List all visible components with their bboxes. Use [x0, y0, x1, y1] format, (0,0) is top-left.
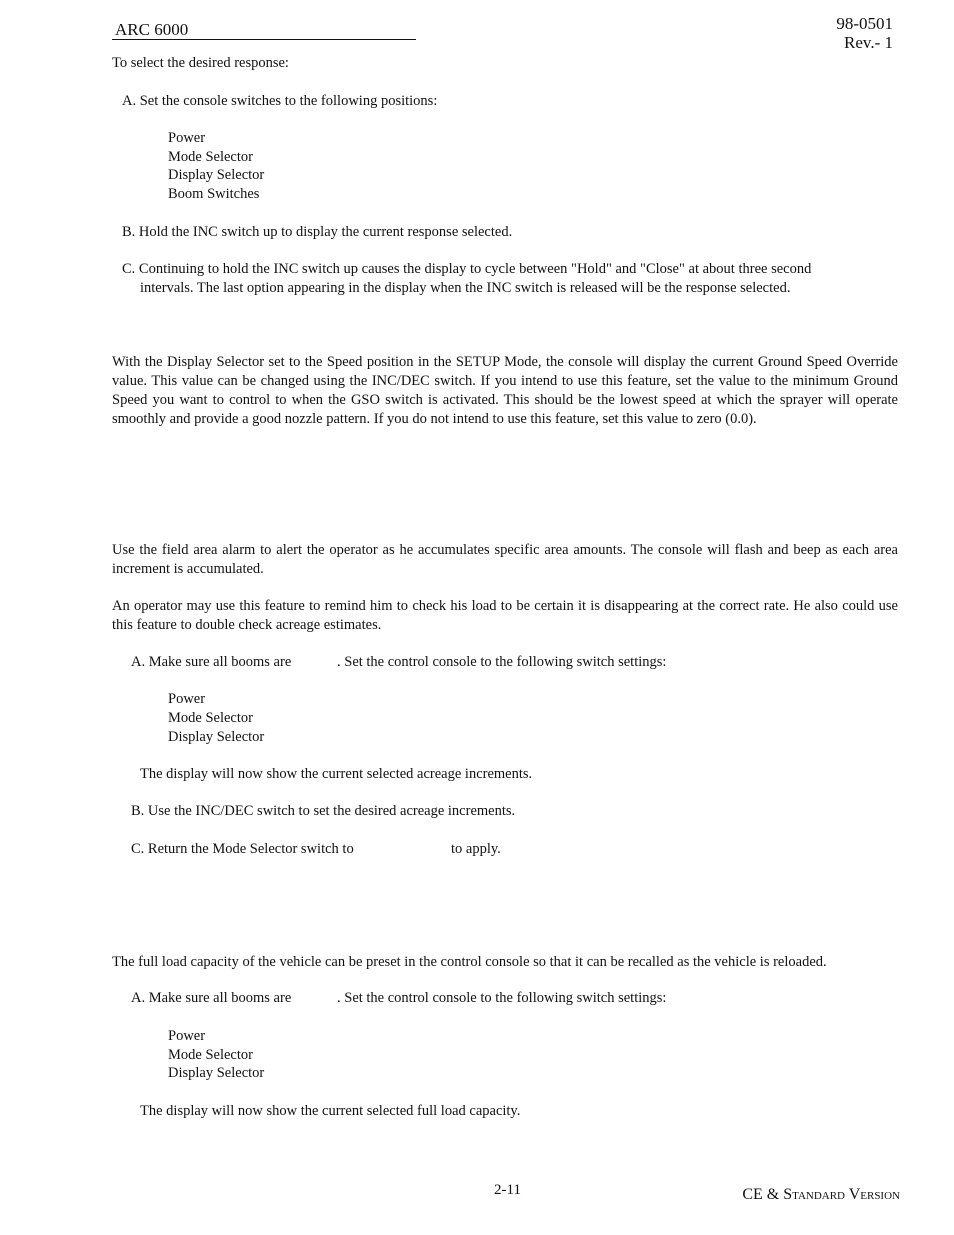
response-step-c-line1: C. Continuing to hold the INC switch up causes the display to cycle between "Hold" and "Close" at about three second	[122, 261, 812, 277]
response-step-c-line2: intervals. The last option appearing in the display when the INC switch is released will be the response selected.	[140, 280, 791, 296]
full-load-display-note: The display will now show the current selected full load capacity.	[140, 1103, 521, 1119]
switch-item: Power	[168, 691, 206, 707]
switch-item: Mode Selector	[168, 710, 253, 726]
switch-item: Power	[168, 130, 206, 146]
switch-item: Mode Selector	[168, 149, 253, 165]
area-alarm-step-a-suffix: . Set the control console to the following switch settings:	[337, 654, 667, 670]
full-load-paragraph: The full load capacity of the vehicle can be preset in the control console so that it can be recalled as the vehicle is reloaded.	[112, 954, 827, 970]
switch-item: Display Selector	[168, 729, 265, 745]
switch-item: Display Selector	[168, 1065, 265, 1081]
switch-item: Mode Selector	[168, 1047, 253, 1063]
response-step-a: A. Set the console switches to the following positions:	[122, 93, 438, 109]
area-alarm-step-c-prefix: C. Return the Mode Selector switch to	[131, 841, 354, 857]
area-alarm-paragraph-2: An operator may use this feature to remind him to check his load to be certain it is disappearing at the correct rate. He also could use this feature to double check acreage estimates.	[112, 598, 898, 633]
switch-item: Display Selector	[168, 167, 265, 183]
switch-item: Power	[168, 1028, 206, 1044]
version-label: CE & Standard Version	[742, 1186, 900, 1203]
document-title: ARC 6000	[112, 20, 416, 40]
area-alarm-step-b: B. Use the INC/DEC switch to set the desired acreage increments.	[131, 803, 516, 819]
area-alarm-step-a-prefix: A. Make sure all booms are	[131, 654, 292, 670]
area-alarm-paragraph-1: Use the field area alarm to alert the operator as he accumulates specific area amounts. The console will flash and beep as each area increment is accumulated.	[112, 542, 898, 577]
full-load-step-a-prefix: A. Make sure all booms are	[131, 990, 292, 1006]
response-intro: To select the desired response:	[112, 55, 289, 71]
gso-paragraph: With the Display Selector set to the Speed position in the SETUP Mode, the console will display the current Ground Speed Override value. This value can be changed using the INC/DEC switch. If you intend to use this feature, set the value to the minimum Ground Speed you want to control to when the GSO switch is activated. This should be the lowest speed at which the sprayer will operate smoothly and provide a good nozzle pattern. If you do not intend to use this feature, set this value to zero (0.0).	[112, 354, 898, 427]
document-revision: Rev.- 1	[844, 33, 893, 52]
full-load-step-a-suffix: . Set the control console to the following switch settings:	[337, 990, 667, 1006]
page-number: 2-11	[494, 1182, 521, 1198]
switch-item: Boom Switches	[168, 186, 260, 202]
area-alarm-display-note: The display will now show the current selected acreage increments.	[140, 766, 533, 782]
response-step-b: B. Hold the INC switch up to display the current response selected.	[122, 224, 513, 240]
document-id	[836, 14, 893, 52]
document-number: 98-0501	[836, 14, 893, 33]
area-alarm-step-c-suffix: to apply.	[451, 841, 501, 857]
